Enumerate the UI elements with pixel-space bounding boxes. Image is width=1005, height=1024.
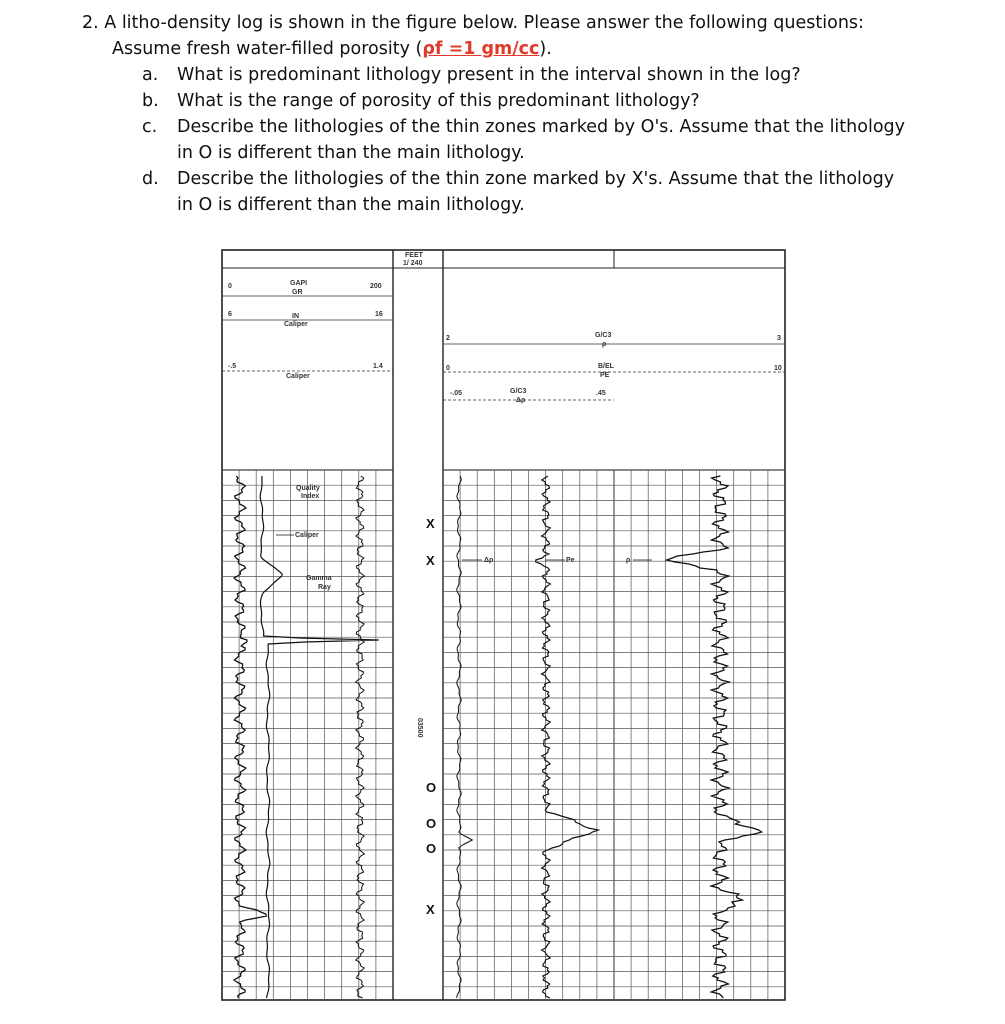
rhob-unit: G/C3: [595, 332, 612, 339]
cal-name: Caliper: [284, 321, 308, 328]
quality-index-curve: [356, 476, 365, 998]
part-d-text-1: Describe the lithologies of the thin zone marked by X's. Assume that the lithology: [177, 169, 895, 189]
assumption-prefix: Assume fresh water-filled porosity (: [112, 39, 423, 59]
depth-header-scale: 1/ 240: [403, 260, 423, 267]
ann-rho: ρ: [626, 557, 631, 564]
rhob-name: ρ: [602, 341, 607, 348]
ann-quality: Quality: [296, 485, 320, 492]
drho-min: -.05: [450, 390, 463, 397]
track1-annotations: [276, 485, 332, 591]
depth-track: [416, 516, 436, 917]
ann-drho: Δρ: [484, 557, 494, 564]
rhob-max: 3: [777, 335, 781, 342]
depth-header: [403, 252, 424, 267]
ann-index: Index: [301, 493, 320, 500]
gr-unit: GAPI: [290, 280, 308, 287]
question-number: 2.: [82, 13, 99, 33]
assumption-value: ρf =1 gm/cc: [422, 39, 540, 59]
gr-name: GR: [292, 289, 303, 296]
drho-max: .45: [596, 390, 606, 397]
ann-ray: Ray: [318, 584, 331, 591]
ann-pe: Pe: [566, 557, 575, 564]
gr-max: 200: [370, 283, 382, 290]
question-intro-text: A litho-density log is shown in the figure below. Please answer the following questions:: [104, 13, 864, 33]
cal-unit: IN: [292, 313, 299, 320]
log-grid: [222, 470, 785, 1000]
rhob-min: 2: [446, 335, 450, 342]
part-b-label: b.: [142, 91, 159, 111]
gr-min: 0: [228, 283, 232, 290]
part-d-text-2: in O is different than the main lithology.: [177, 195, 525, 215]
delta-rho-curve: [457, 476, 473, 998]
track23-annotations: [462, 557, 652, 564]
pe-unit: B/EL: [598, 363, 614, 370]
pe-max: 10: [774, 365, 782, 372]
cal-min: 6: [228, 311, 232, 318]
q-name: Caliper: [286, 373, 310, 380]
pe-name: PE: [600, 372, 610, 379]
density-curve: [667, 476, 762, 998]
part-c-text-1: Describe the lithologies of the thin zones marked by O's. Assume that the lithology: [177, 117, 905, 137]
assumption-suffix: ).: [539, 39, 552, 59]
part-c-text-2: in O is different than the main lithology.: [177, 143, 525, 163]
part-a-text: What is predominant lithology present in the interval shown in the log?: [177, 65, 801, 85]
log-frame: [222, 250, 785, 1000]
marker-x-1: X: [426, 516, 435, 531]
cal-max: 16: [375, 311, 383, 318]
ann-caliper: Caliper: [295, 532, 319, 539]
track23-header: [443, 332, 785, 404]
part-b-text: What is the range of porosity of this predominant lithology?: [177, 91, 700, 111]
pe-min: 0: [446, 365, 450, 372]
part-c-label: c.: [142, 117, 158, 137]
marker-x-2: X: [426, 553, 435, 568]
ann-gamma: Gamma: [306, 575, 332, 582]
q-max: 1.4: [373, 363, 383, 370]
marker-o-3: O: [426, 841, 437, 856]
drho-name: Δρ: [516, 397, 526, 404]
pe-curve: [536, 476, 599, 998]
part-a-label: a.: [142, 65, 159, 85]
marker-o-2: O: [426, 816, 437, 831]
marker-o-1: O: [426, 780, 437, 795]
track1-header: [222, 280, 393, 380]
drho-unit: G/C3: [510, 388, 527, 395]
depth-label: 03500: [416, 718, 423, 738]
q-min: -.5: [228, 363, 237, 370]
depth-header-feet: FEET: [405, 252, 423, 259]
marker-x-3: X: [426, 902, 435, 917]
part-d-label: d.: [142, 169, 159, 189]
